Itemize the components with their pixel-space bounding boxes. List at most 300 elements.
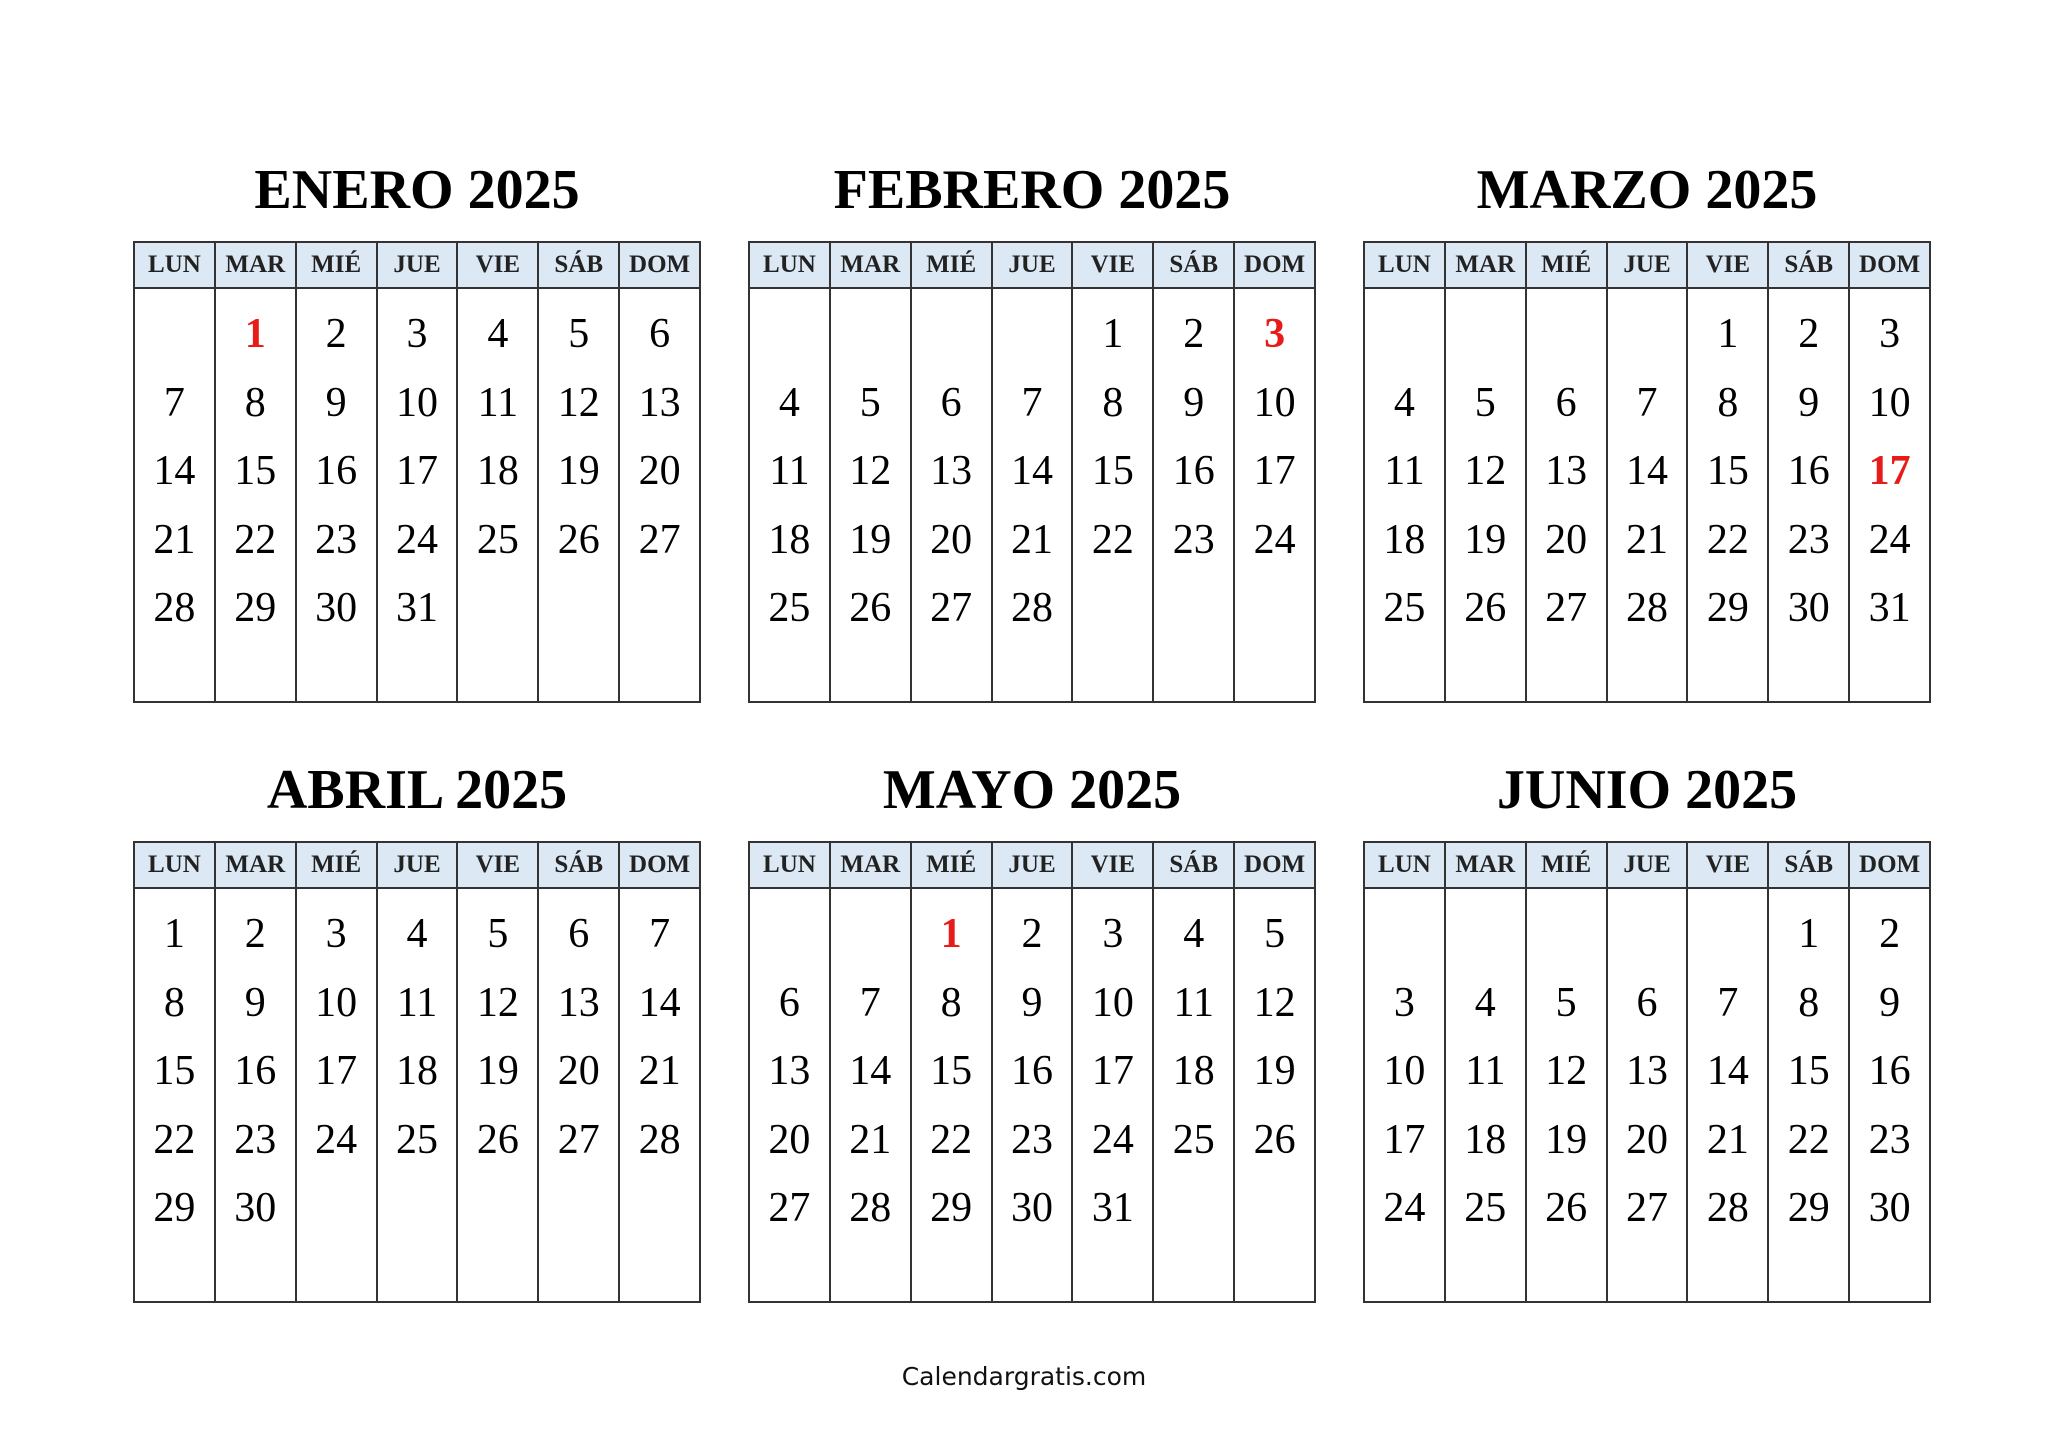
empty-day-cell [1154,574,1233,643]
weekday-column [1527,289,1608,701]
empty-day-cell [912,300,991,369]
day-cell: 1 [1798,911,1820,957]
month-title: MAYO 2025 [882,759,1182,821]
day-cell: 30 [234,1185,277,1232]
day-cell: 23 [315,516,358,563]
empty-day-cell [831,900,910,969]
day-cell: 24 [1868,516,1911,563]
weekday-column [1365,889,1446,1301]
weekday-label: LUN [135,843,216,887]
day-cell: 26 [1545,1185,1588,1232]
day-cell: 15 [1787,1048,1830,1095]
day-cell: 13 [930,448,973,495]
weekday-label: MIÉ [912,243,993,287]
day-cell: 28 [1011,585,1053,632]
month-title: JUNIO 2025 [1496,759,1798,821]
day-columns [750,289,1314,701]
day-cell: 7 [1636,379,1658,426]
day-cell: 15 [1706,448,1749,495]
day-cell: 25 [1464,1185,1507,1232]
weekday-label: LUN [135,243,216,287]
weekday-label: MIÉ [297,843,378,887]
day-cell: 17 [1383,1116,1426,1163]
empty-day-cell [750,900,829,969]
day-cell: 3 [1102,911,1124,957]
weekday-column [135,889,216,1301]
weekday-label: SÁB [1154,843,1235,887]
weekday-column [297,889,378,1301]
day-cell: 29 [930,1185,973,1232]
day-cell: 20 [557,1048,600,1095]
day-cell: 4 [1183,911,1205,957]
day-cell: 17 [396,448,438,495]
weekday-label: JUE [993,243,1074,287]
empty-day-cell [458,574,537,643]
weekday-label: MIÉ [1527,843,1608,887]
empty-day-cell [1365,300,1444,369]
day-cell: 25 [396,1116,438,1163]
day-cell: 4 [1393,379,1415,426]
day-cell: 27 [930,585,973,632]
day-cell: 10 [1868,379,1911,426]
weekday-column [539,289,620,701]
day-cell: 21 [1626,516,1668,563]
weekday-label: LUN [750,843,831,887]
day-cell: 3 [1393,979,1415,1026]
day-cell: 23 [1172,516,1215,563]
weekday-label: DOM [1244,851,1306,878]
day-cell: 31 [1868,585,1911,632]
month-grid [133,841,701,1303]
day-cell: 6 [1555,379,1577,426]
day-cell: 19 [849,516,892,563]
month-block-febrero [748,160,1316,703]
weekday-label: MAR [216,243,297,287]
weekday-column [297,289,378,701]
weekday-column [1235,889,1314,1301]
day-cell: 1 [1717,311,1739,357]
day-cell: 10 [1253,379,1296,426]
day-cell: 17 [315,1048,358,1095]
day-cell: 8 [940,979,962,1026]
weekday-column [458,889,539,1301]
day-columns [135,889,699,1301]
holiday-day-cell: 3 [1264,311,1286,357]
day-cell: 24 [1383,1185,1426,1232]
day-cell: 2 [1879,911,1901,957]
day-cell: 7 [859,979,881,1026]
weekday-column [1235,289,1314,701]
weekday-column [993,289,1074,701]
day-cell: 21 [1011,516,1053,563]
empty-day-cell [1608,900,1687,969]
day-cell: 12 [1253,979,1296,1026]
weekday-column [993,889,1074,1301]
day-cell: 20 [930,516,973,563]
weekday-column [378,289,459,701]
day-cell: 10 [1091,979,1134,1026]
empty-day-cell [539,574,618,643]
day-cell: 23 [1787,516,1830,563]
day-cell: 24 [396,516,438,563]
weekday-label: LUN [1365,243,1446,287]
day-cell: 22 [1787,1116,1830,1163]
day-cell: 18 [1464,1116,1507,1163]
weekday-label: MAR [1446,843,1527,887]
day-cell: 31 [1091,1185,1134,1232]
day-cell: 21 [849,1116,892,1163]
weekday-column [1850,289,1929,701]
day-cell: 11 [769,448,810,495]
empty-day-cell [1154,1174,1233,1243]
day-cell: 27 [638,516,681,563]
day-cell: 16 [315,448,358,495]
weekday-column [1154,289,1235,701]
weekday-column [539,889,620,1301]
day-cell: 8 [244,379,266,426]
day-cell: 26 [1464,585,1507,632]
day-cell: 21 [1706,1116,1749,1163]
day-cell: 26 [849,585,892,632]
day-cell: 7 [1717,979,1739,1026]
day-cell: 13 [1545,448,1588,495]
day-cell: 9 [244,979,266,1026]
empty-day-cell [831,300,910,369]
weekday-column [1608,889,1689,1301]
day-cell: 1 [163,911,185,957]
day-cell: 28 [1626,585,1668,632]
day-cell: 14 [849,1048,892,1095]
day-cell: 29 [1787,1185,1830,1232]
day-cell: 2 [1798,311,1820,357]
day-cell: 25 [1172,1116,1215,1163]
weekday-label: MAR [831,243,912,287]
month-grid [1363,241,1931,703]
day-cell: 11 [1465,1048,1506,1095]
weekday-column [1850,889,1929,1301]
day-cell: 22 [930,1116,973,1163]
empty-day-cell [378,1174,457,1243]
site-footer: Calendargratis.com [901,1362,1147,1391]
day-cell: 16 [1868,1048,1911,1095]
day-cell: 9 [325,379,347,426]
weekday-column [1527,889,1608,1301]
weekday-label: JUE [378,243,459,287]
weekday-label: VIE [1073,843,1154,887]
day-cell: 18 [476,448,519,495]
month-grid [1363,841,1931,1303]
day-cell: 25 [476,516,519,563]
day-cell: 19 [1253,1048,1296,1095]
weekday-label: SÁB [539,243,620,287]
day-cell: 17 [1253,448,1296,495]
day-columns [750,889,1314,1301]
weekday-column [216,889,297,1301]
day-cell: 28 [1706,1185,1749,1232]
day-cell: 3 [325,911,347,957]
day-cell: 3 [406,311,428,357]
weekday-label: DOM [629,251,691,278]
day-cell: 24 [315,1116,358,1163]
day-columns [1365,289,1929,701]
day-cell: 16 [1787,448,1830,495]
empty-day-cell [1235,574,1314,643]
day-cell: 5 [1264,911,1286,957]
weekday-column [1073,889,1154,1301]
day-cell: 6 [940,379,962,426]
day-cell: 22 [1706,516,1749,563]
weekday-column [216,289,297,701]
weekday-header-row [750,243,1314,289]
day-cell: 30 [1011,1185,1053,1232]
weekday-column [620,289,699,701]
weekday-label: DOM [629,851,691,878]
day-cell: 8 [163,979,185,1026]
weekday-column [912,889,993,1301]
weekday-label: MIÉ [1527,243,1608,287]
day-cell: 11 [1173,979,1214,1026]
day-cell: 12 [557,379,600,426]
weekday-label: DOM [1244,251,1306,278]
weekday-column [1446,889,1527,1301]
day-cell: 31 [396,585,438,632]
holiday-day-cell: 17 [1868,448,1911,495]
weekday-label: DOM [1859,851,1921,878]
weekday-label: MIÉ [912,843,993,887]
day-cell: 13 [638,379,681,426]
day-cell: 26 [476,1116,519,1163]
day-cell: 9 [1183,379,1205,426]
day-cell: 20 [1545,516,1588,563]
day-cell: 19 [476,1048,519,1095]
day-cell: 26 [557,516,600,563]
day-cell: 30 [1868,1185,1911,1232]
weekday-header-row [1365,843,1929,889]
day-cell: 6 [568,911,590,957]
month-grid [133,241,701,703]
day-cell: 19 [557,448,600,495]
weekday-label: VIE [458,243,539,287]
day-cell: 16 [234,1048,277,1095]
empty-day-cell [1365,900,1444,969]
weekday-label: SÁB [1154,243,1235,287]
day-cell: 19 [1545,1116,1588,1163]
day-cell: 16 [1011,1048,1053,1095]
day-cell: 6 [1636,979,1658,1026]
day-cell: 8 [1102,379,1124,426]
day-cell: 10 [1383,1048,1426,1095]
day-cell: 18 [1172,1048,1215,1095]
weekday-label: MIÉ [297,243,378,287]
day-cell: 27 [1545,585,1588,632]
day-cell: 21 [638,1048,681,1095]
month-title: FEBRERO 2025 [833,159,1231,221]
empty-day-cell [1446,300,1525,369]
day-cell: 10 [315,979,358,1026]
day-cell: 18 [768,516,811,563]
month-title: MARZO 2025 [1476,159,1818,221]
day-cell: 14 [638,979,681,1026]
empty-day-cell [539,1174,618,1243]
holiday-day-cell: 1 [244,311,266,357]
day-cell: 25 [1383,585,1426,632]
day-cell: 4 [487,311,509,357]
empty-day-cell [1527,300,1606,369]
day-cell: 23 [1868,1116,1911,1163]
weekday-label: VIE [458,843,539,887]
empty-day-cell [1073,574,1152,643]
weekday-label: MAR [1446,243,1527,287]
day-cell: 12 [1545,1048,1588,1095]
day-cell: 23 [234,1116,277,1163]
day-cell: 6 [649,311,671,357]
day-cell: 9 [1021,979,1043,1026]
day-cell: 14 [1626,448,1668,495]
day-cell: 8 [1717,379,1739,426]
weekday-column [1769,289,1850,701]
day-cell: 18 [1383,516,1426,563]
empty-day-cell [620,1174,699,1243]
day-cell: 2 [325,311,347,357]
weekday-label: MAR [216,843,297,887]
day-cell: 5 [568,311,590,357]
day-cell: 19 [1464,516,1507,563]
weekday-header-row [1365,243,1929,289]
day-cell: 9 [1798,379,1820,426]
day-cell: 6 [778,979,800,1026]
weekday-header-row [750,843,1314,889]
day-cell: 28 [638,1116,681,1163]
month-block-enero [133,160,701,703]
day-cell: 12 [476,979,519,1026]
empty-day-cell [620,574,699,643]
day-cell: 14 [153,448,196,495]
month-title: ABRIL 2025 [266,759,568,821]
day-cell: 27 [768,1185,811,1232]
weekday-column [1688,889,1769,1301]
weekday-column [912,289,993,701]
day-cell: 21 [153,516,196,563]
empty-day-cell [750,300,829,369]
weekday-column [831,889,912,1301]
weekday-column [750,289,831,701]
weekday-column [1073,289,1154,701]
weekday-label: VIE [1073,243,1154,287]
weekday-label: VIE [1688,843,1769,887]
weekday-label: SÁB [1769,243,1850,287]
day-cell: 2 [244,911,266,957]
day-cell: 27 [1626,1185,1668,1232]
day-cell: 29 [1706,585,1749,632]
month-block-junio [1363,760,1931,1303]
month-block-mayo [748,760,1316,1303]
day-cell: 22 [1091,516,1134,563]
month-title: ENERO 2025 [254,159,580,221]
empty-day-cell [1527,900,1606,969]
day-cell: 25 [768,585,811,632]
weekday-label: VIE [1688,243,1769,287]
weekday-column [1365,289,1446,701]
weekday-label: LUN [1365,843,1446,887]
month-grid [748,841,1316,1303]
day-cell: 18 [396,1048,438,1095]
day-cell: 24 [1253,516,1296,563]
weekday-label: JUE [378,843,459,887]
day-cell: 23 [1011,1116,1053,1163]
day-cell: 5 [1474,379,1496,426]
empty-day-cell [1608,300,1687,369]
weekday-column [1608,289,1689,701]
day-cell: 7 [163,379,185,426]
day-cell: 8 [1798,979,1820,1026]
day-cell: 30 [1787,585,1830,632]
weekday-column [458,289,539,701]
day-cell: 17 [1091,1048,1134,1095]
weekday-column [1154,889,1235,1301]
day-cell: 28 [153,585,196,632]
weekday-column [620,889,699,1301]
day-cell: 22 [234,516,277,563]
day-cell: 9 [1879,979,1901,1026]
day-cell: 15 [153,1048,196,1095]
day-cell: 1 [1102,311,1124,357]
day-cell: 11 [1384,448,1425,495]
month-block-abril [133,760,701,1303]
weekday-label: SÁB [539,843,620,887]
day-cell: 2 [1021,911,1043,957]
day-cell: 10 [396,379,438,426]
day-cell: 13 [1626,1048,1668,1095]
weekday-column [378,889,459,1301]
day-cell: 3 [1879,311,1901,357]
day-cell: 30 [315,585,358,632]
empty-day-cell [993,300,1072,369]
day-cell: 11 [396,979,438,1026]
day-cell: 2 [1183,311,1205,357]
day-cell: 4 [1474,979,1496,1026]
day-cell: 20 [1626,1116,1668,1163]
day-cell: 4 [778,379,800,426]
day-cell: 29 [153,1185,196,1232]
weekday-label: DOM [1859,251,1921,278]
day-cell: 11 [477,379,519,426]
day-cell: 13 [557,979,600,1026]
empty-day-cell [135,300,214,369]
empty-day-cell [458,1174,537,1243]
day-cell: 15 [1091,448,1134,495]
month-grid [748,241,1316,703]
day-cell: 20 [638,448,681,495]
weekday-column [750,889,831,1301]
weekday-label: JUE [1608,243,1689,287]
empty-day-cell [1235,1174,1314,1243]
day-cell: 12 [1464,448,1507,495]
empty-day-cell [1688,900,1767,969]
weekday-column [1769,889,1850,1301]
empty-day-cell [297,1174,376,1243]
day-columns [1365,889,1929,1301]
weekday-label: JUE [993,843,1074,887]
weekday-column [1688,289,1769,701]
day-cell: 16 [1172,448,1215,495]
weekday-column [1446,289,1527,701]
day-cell: 5 [487,911,509,957]
weekday-header-row [135,843,699,889]
day-cell: 13 [768,1048,811,1095]
day-cell: 12 [849,448,892,495]
day-cell: 15 [234,448,277,495]
empty-day-cell [1446,900,1525,969]
